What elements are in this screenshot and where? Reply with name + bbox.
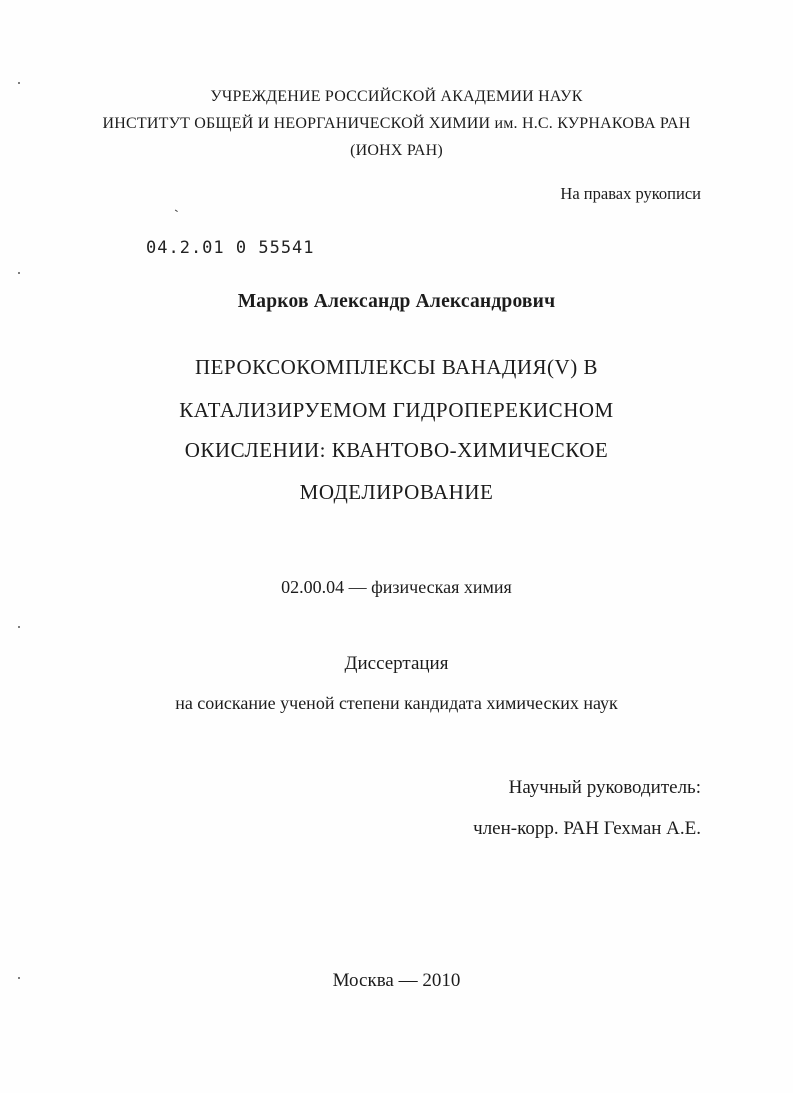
thesis-title-line-3: ОКИСЛЕНИИ: КВАНТОВО-ХИМИЧЕСКОЕ [184,438,609,462]
thesis-title-line-4: МОДЕЛИРОВАНИЕ [299,480,494,504]
supervisor-name: член-корр. РАН Гехман А.Е. [473,818,701,839]
author-name: Марков Александр Александрович [237,291,556,312]
institution-line-2: ИНСТИТУТ ОБЩЕЙ И НЕОРГАНИЧЕСКОЙ ХИМИИ им. Н.С. КУРНАКОВА РАН [102,115,691,132]
degree-statement: на соискание ученой степени кандидата химических наук [175,693,618,713]
institution-abbreviation: (ИОНХ РАН) [350,142,443,159]
document-type: Диссертация [344,653,449,674]
archive-stamp-mark [173,210,178,215]
thesis-title-line-1: ПЕРОКСОКОМПЛЕКСЫ ВАНАДИЯ(V) В [195,355,598,379]
institution-line-1: УЧРЕЖДЕНИЕ РОССИЙСКОЙ АКАДЕМИИ НАУК [210,88,583,105]
thesis-title-line-2: КАТАЛИЗИРУЕМОМ ГИДРОПЕРЕКИСНОМ [179,398,614,422]
scan-speck [18,272,20,274]
specialty-code: 02.00.04 — физическая химия [281,577,512,597]
supervisor-label: Научный руководитель: [508,777,701,798]
archive-stamp: 04.2.01 0 55541 [146,238,315,258]
scan-speck [18,626,20,628]
scan-speck [18,82,20,84]
city-year: Москва — 2010 [332,970,461,991]
rights-note: На правах рукописи [560,184,701,203]
